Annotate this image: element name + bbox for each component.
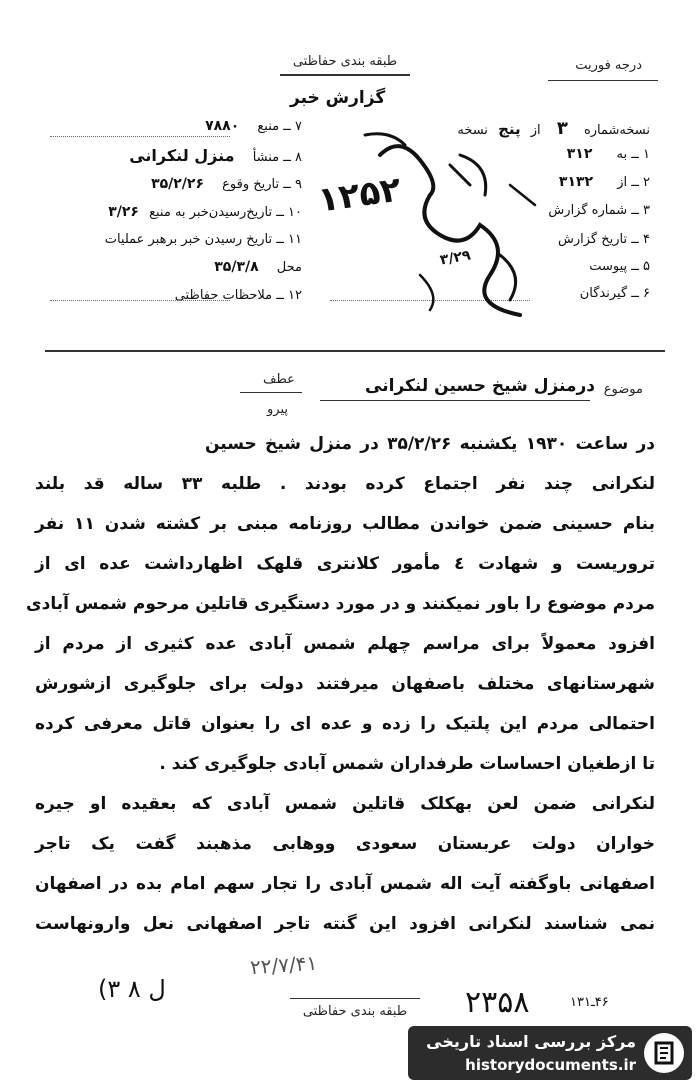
subject-value: درمنزل شیخ حسین لنکرانی (365, 376, 595, 396)
field-report-date: ۴ ــ تاریخ گزارش (558, 232, 650, 247)
handwritten-mid-note: ۲۲/۷/۴۱ (249, 950, 318, 980)
handwritten-left-note: (۳ ل ۸ (98, 975, 166, 1003)
body-line: در ساعت ۱۹۳۰ یکشنبه ۳۵/۲/۲۶ در منزل شیخ حسین (205, 434, 655, 454)
classification-bottom: طبقه بندی حفاظتی (302, 1004, 408, 1019)
classification-top-underline (280, 74, 410, 76)
header-separator (45, 350, 665, 352)
field-attachment: ۵ ــ پیوست (589, 259, 650, 274)
field-security-notes: ۱۲ ــ ملاحظات حفاظتی (174, 288, 302, 303)
field-event-date-value: ۳۵/۲/۲۶ (151, 176, 205, 192)
field-copy-number: نسخه‌شماره ۳ از پنج نسخه (457, 118, 650, 139)
field-to: ۱ ــ به ۳۱۲ (566, 146, 650, 162)
field-date-to-leader: ۱۱ ــ تاریخ رسیدن خبر برهبر عملیات (104, 232, 302, 247)
field-date-to-source: ۱۰ ــ تاریخ‌رسیدن‌خبر به منبع ۳/۲۶ (108, 204, 302, 220)
body-line: مردم موضوع را باور نمیکنند و در مورد دستگیری قاتلین مرحوم شمس آبادی (26, 594, 655, 614)
body-line: تروریست و شهادت ٤ مأمور کلانتری قلهک اظهارداشت عده ای از (35, 554, 655, 574)
subject-label: موضوع (603, 382, 643, 397)
field-origin-value: منزل لنکرانی (129, 146, 235, 165)
peyro-label: پیرو (267, 402, 288, 417)
field-place: محل ۳۵/۳/۸ (214, 259, 302, 275)
field-report-number: ۳ ــ شماره گزارش (548, 203, 650, 218)
watermark-name: مرکز بررسی اسناد تاریخی (426, 1032, 636, 1051)
field-event-date: ۹ ــ تاریخ وقوع ۳۵/۲/۲۶ (151, 176, 302, 192)
handwritten-date: ۳/۲۹ (438, 247, 472, 269)
page-code: ۴۶ـ۱۳۱ (570, 995, 609, 1010)
urgency-label: درجه فوریت (575, 58, 642, 73)
field-from: ۲ ــ از ۳۱۳۲ (558, 174, 650, 190)
body-line: افزود معمولاً برای مراسم چهلم شمس آبادی عده کثیری از مردم از (35, 634, 655, 654)
classification-bottom-line (290, 998, 420, 999)
body-line: شهرستانهای مختلف باصفهان میرفتند دولت برای جلوگیری ازشورش (35, 674, 655, 694)
watermark-logo-icon (644, 1033, 684, 1073)
body-line: احتمالی مردم این پلتیک را زده و عده ای را بعنوان قاتل معرفی کرده (35, 714, 655, 734)
urgency-box-line (548, 80, 658, 81)
signature-scribble (360, 125, 560, 335)
body-line: خواران دولت عربستان سعودی ووهابی مذهبند گفت یک تاجر (35, 834, 655, 854)
body-line: لنکرانی چند نفر اجتماع کرده بودند . طلبه ۳۳ ساله قد بلند (35, 474, 655, 494)
field-date-to-source-value: ۳/۲۶ (108, 204, 139, 220)
handwritten-number: ۲۳۵۸ (465, 985, 530, 1020)
field-source: ۷ ــ منبع ۷۸۸۰ (205, 118, 302, 134)
report-title: گزارش خبر (290, 88, 386, 108)
body-line: نمی شناسند لنکرانی افزود این گنته تاجر اصفهانی نعل وارونهاست (35, 914, 655, 934)
atf-label: عطف (263, 372, 295, 387)
field-origin: ۸ ــ منشأ منزل لنکرانی (129, 146, 302, 165)
body-line: تا ازطغیان احساسات طرفداران شمس آبادی جلوگیری کند . (159, 754, 655, 774)
body-line: لنکرانی ضمن لعن بهکلک قاتلین شمس آبادی که بعقیده او جیره (35, 794, 655, 814)
body-line: بنام حسینی ضمن خواندن مطالب روزنامه مبنی بر کشته شدن ۱۱ نفر (35, 514, 655, 534)
handwritten-stamp-number: ۱۲۵۲ (315, 169, 404, 221)
watermark (408, 1026, 692, 1080)
watermark-url: historydocuments.ir (465, 1056, 636, 1074)
field-source-value: ۷۸۸۰ (205, 118, 240, 134)
field-place-value: ۳۵/۳/۸ (214, 259, 259, 275)
body-line: اصفهانی باوگفته آیت اله شمس آبادی را تجار سهم امام بده در اصفهان (35, 874, 655, 894)
field-recipients: ۶ ــ گیرندگان (579, 286, 650, 301)
classification-top: طبقه بندی حفاظتی (292, 54, 398, 69)
subject-underline (320, 400, 590, 401)
atf-underline (240, 392, 302, 393)
